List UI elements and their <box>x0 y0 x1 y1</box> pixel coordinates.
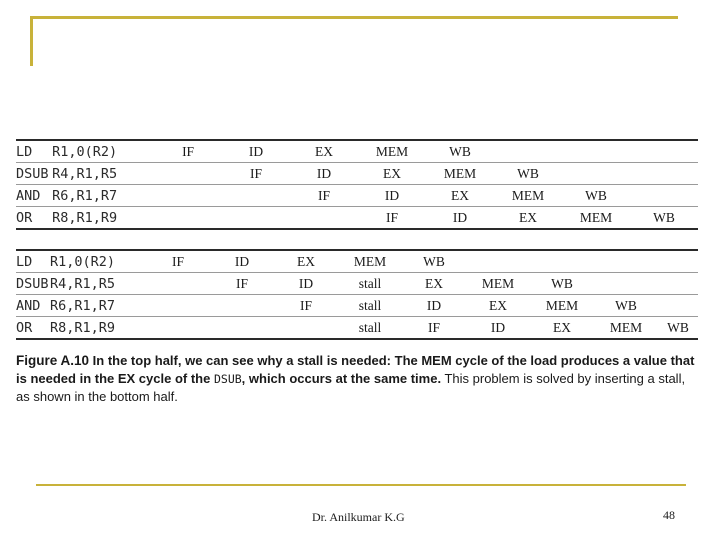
instruction-operands: R6,R1,R7 <box>50 295 146 317</box>
stage-cell <box>274 317 338 340</box>
instruction-opcode: AND <box>16 185 52 207</box>
stage-cell <box>222 207 290 230</box>
table-row <box>16 207 698 230</box>
instruction-opcode: DSUB <box>16 273 50 295</box>
instruction-opcode: LD <box>16 140 52 163</box>
stage-cell: WB <box>426 140 494 163</box>
instruction-operands: R8,R1,R9 <box>52 207 154 230</box>
stage-cell: EX <box>402 273 466 295</box>
stage-cell <box>530 250 594 273</box>
stage-cell: MEM <box>494 185 562 207</box>
decorative-bottom-rule <box>36 484 686 486</box>
stage-cell: EX <box>290 140 358 163</box>
table-row <box>16 250 698 273</box>
decorative-top-rule <box>30 16 678 19</box>
stage-cell <box>630 185 698 207</box>
stage-cell <box>562 163 630 185</box>
stage-cell: WB <box>562 185 630 207</box>
instruction-operands: R1,0(R2) <box>52 140 154 163</box>
stage-cell <box>658 250 698 273</box>
stage-cell: ID <box>210 250 274 273</box>
stage-cell: IF <box>274 295 338 317</box>
instruction-operands: R8,R1,R9 <box>50 317 146 340</box>
stage-cell: WB <box>658 317 698 340</box>
stage-cell: ID <box>290 163 358 185</box>
stage-cell: stall <box>338 273 402 295</box>
stage-cell <box>562 140 630 163</box>
stage-cell <box>154 185 222 207</box>
stage-cell <box>210 295 274 317</box>
stage-cell: WB <box>494 163 562 185</box>
instruction-operands: R6,R1,R7 <box>52 185 154 207</box>
stage-cell: MEM <box>594 317 658 340</box>
stage-cell <box>146 317 210 340</box>
stage-cell: stall <box>338 295 402 317</box>
stage-cell: ID <box>274 273 338 295</box>
stage-cell: EX <box>358 163 426 185</box>
instruction-opcode: DSUB <box>16 163 52 185</box>
table-row <box>16 163 698 185</box>
stage-cell: ID <box>358 185 426 207</box>
stage-cell <box>146 273 210 295</box>
stage-cell <box>594 273 658 295</box>
pipeline-table-top <box>16 139 698 230</box>
table-row <box>16 295 698 317</box>
stage-cell <box>630 140 698 163</box>
stage-cell: IF <box>402 317 466 340</box>
instruction-operands: R4,R1,R5 <box>52 163 154 185</box>
stage-cell: ID <box>222 140 290 163</box>
table-row <box>16 185 698 207</box>
pipeline-table-bottom <box>16 249 698 340</box>
stage-cell: WB <box>594 295 658 317</box>
stage-cell <box>658 273 698 295</box>
stage-cell: MEM <box>358 140 426 163</box>
instruction-operands: R1,0(R2) <box>50 250 146 273</box>
caption-body-text: This problem is solved by inserting a stall, as shown in the bottom half. <box>16 370 686 404</box>
caption-head-tail: , which occurs at the same time. <box>241 370 442 386</box>
stage-cell: MEM <box>466 273 530 295</box>
instruction-opcode: OR <box>16 317 50 340</box>
stage-cell: MEM <box>426 163 494 185</box>
instruction-opcode: OR <box>16 207 52 230</box>
stage-cell: IF <box>210 273 274 295</box>
stage-cell: IF <box>146 250 210 273</box>
stage-cell: WB <box>402 250 466 273</box>
stage-cell: ID <box>466 317 530 340</box>
stage-cell <box>146 295 210 317</box>
table-row <box>16 317 698 340</box>
stage-cell <box>494 140 562 163</box>
instruction-opcode: AND <box>16 295 50 317</box>
figure-caption <box>16 352 702 406</box>
stage-cell: EX <box>426 185 494 207</box>
stage-cell: IF <box>290 185 358 207</box>
stage-cell: IF <box>154 140 222 163</box>
stage-cell: MEM <box>530 295 594 317</box>
stage-cell <box>222 185 290 207</box>
footer-author: Dr. Anilkumar K.G <box>312 510 405 524</box>
stage-cell <box>466 250 530 273</box>
stage-cell <box>154 163 222 185</box>
stage-cell: ID <box>426 207 494 230</box>
decorative-left-rule <box>30 16 33 66</box>
table-row <box>16 140 698 163</box>
stage-cell: EX <box>494 207 562 230</box>
stage-cell <box>594 250 658 273</box>
stage-cell: WB <box>530 273 594 295</box>
page-number: 48 <box>663 508 675 522</box>
stage-cell <box>290 207 358 230</box>
stage-cell: stall <box>338 317 402 340</box>
stage-cell: EX <box>274 250 338 273</box>
stage-cell: MEM <box>562 207 630 230</box>
stage-cell: IF <box>358 207 426 230</box>
caption-head-text: In the top half, we can see why a stall is needed: The MEM cycle of the load produces a value that is needed in the EX cycle of the <box>16 353 695 386</box>
stage-cell <box>630 163 698 185</box>
stage-cell <box>210 317 274 340</box>
stage-cell: WB <box>630 207 698 230</box>
stage-cell: ID <box>402 295 466 317</box>
stage-cell: IF <box>222 163 290 185</box>
stage-cell <box>658 295 698 317</box>
stage-cell: EX <box>530 317 594 340</box>
instruction-opcode: LD <box>16 250 50 273</box>
table-row <box>16 273 698 295</box>
stage-cell: EX <box>466 295 530 317</box>
instruction-operands: R4,R1,R5 <box>50 273 146 295</box>
caption-code-term: DSUB <box>213 371 242 386</box>
stage-cell: MEM <box>338 250 402 273</box>
figure-label: Figure A.10 <box>16 353 90 368</box>
stage-cell <box>154 207 222 230</box>
